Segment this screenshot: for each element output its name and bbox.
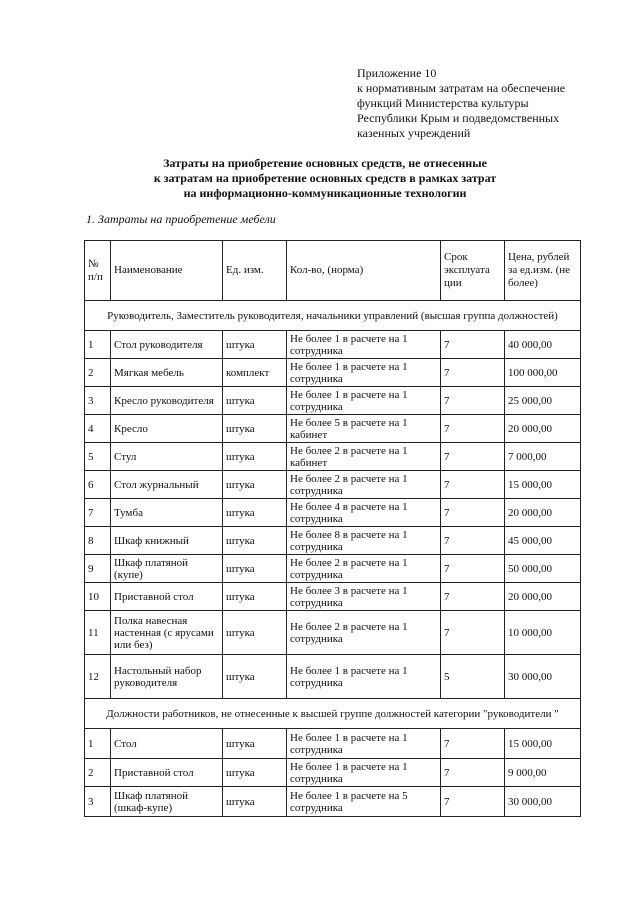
title-line: к затратам на приобретение основных средств в рамках затрат [153, 171, 497, 185]
cell-qty: Не более 8 в расчете на 1 сотрудника [287, 527, 441, 555]
cell-unit: комплект [223, 359, 287, 387]
cell-price: 20 000,00 [505, 415, 581, 443]
cell-qty: Не более 3 в расчете на 1 сотрудника [287, 583, 441, 611]
cell-qty: Не более 2 в расчете на 1 сотрудника [287, 471, 441, 499]
cell-price: 15 000,00 [505, 729, 581, 759]
table-body [85, 301, 581, 817]
cell-name: Стул [111, 443, 223, 471]
section-heading: 1. Затраты на приобретение мебели [86, 212, 276, 226]
cell-unit: штука [223, 759, 287, 787]
cell-price: 15 000,00 [505, 471, 581, 499]
cell-name: Приставной стол [111, 759, 223, 787]
cell-qty: Не более 2 в расчете на 1 сотрудника [287, 611, 441, 655]
cell-name: Стол руководителя [111, 331, 223, 359]
group-header-row [85, 699, 581, 729]
cell-name: Полка навесная настенная (с ярусами или без) [111, 611, 223, 655]
document-title [60, 156, 590, 201]
cell-term: 7 [441, 611, 505, 655]
cell-name: Настольный набор руководителя [111, 655, 223, 699]
cell-term: 7 [441, 583, 505, 611]
cell-unit: штука [223, 583, 287, 611]
cell-num: 9 [85, 555, 111, 583]
cell-num: 10 [85, 583, 111, 611]
cell-num: 12 [85, 655, 111, 699]
cell-name: Тумба [111, 499, 223, 527]
header-term: Срок эксплуата ции [441, 241, 505, 301]
cell-term: 7 [441, 387, 505, 415]
cell-name: Шкаф платяной (купе) [111, 555, 223, 583]
cell-unit: штука [223, 331, 287, 359]
cell-name: Кресло руководителя [111, 387, 223, 415]
table-row [85, 611, 581, 655]
table-row [85, 729, 581, 759]
header-price: Цена, рублей за ед.изм. (не более) [505, 241, 581, 301]
cell-price: 10 000,00 [505, 611, 581, 655]
cell-price: 45 000,00 [505, 527, 581, 555]
cell-unit: штука [223, 555, 287, 583]
appendix-line: казенных учреждений [357, 126, 471, 140]
cell-unit: штука [223, 387, 287, 415]
cell-term: 7 [441, 499, 505, 527]
cell-name: Мягкая мебель [111, 359, 223, 387]
cell-num: 7 [85, 499, 111, 527]
header-unit: Ед. изм. [223, 241, 287, 301]
cell-price: 30 000,00 [505, 655, 581, 699]
cell-term: 7 [441, 729, 505, 759]
cell-name: Кресло [111, 415, 223, 443]
group-title: Руководитель, Заместитель руководителя, начальники управлений (высшая группа должностей) [85, 301, 581, 331]
cell-qty: Не более 2 в расчете на 1 сотрудника [287, 555, 441, 583]
cell-unit: штука [223, 471, 287, 499]
cell-price: 30 000,00 [505, 787, 581, 817]
table-row [85, 759, 581, 787]
cell-num: 3 [85, 787, 111, 817]
table-row [85, 359, 581, 387]
cell-name: Шкаф книжный [111, 527, 223, 555]
cell-term: 7 [441, 759, 505, 787]
group-title: Должности работников, не отнесенные к высшей группе должностей категории "руководители " [85, 699, 581, 729]
table-row [85, 787, 581, 817]
cell-num: 1 [85, 331, 111, 359]
header-num: № п/п [85, 241, 111, 301]
cell-qty: Не более 1 в расчете на 1 сотрудника [287, 729, 441, 759]
cell-qty: Не более 1 в расчете на 1 сотрудника [287, 655, 441, 699]
table-row [85, 387, 581, 415]
cell-num: 1 [85, 729, 111, 759]
cell-name: Шкаф платяной (шкаф-купе) [111, 787, 223, 817]
cell-price: 9 000,00 [505, 759, 581, 787]
cell-name: Приставной стол [111, 583, 223, 611]
cell-qty: Не более 5 в расчете на 1 кабинет [287, 415, 441, 443]
cell-qty: Не более 1 в расчете на 5 сотрудника [287, 787, 441, 817]
cell-price: 25 000,00 [505, 387, 581, 415]
cell-name: Стол журнальный [111, 471, 223, 499]
furniture-costs-table [84, 240, 581, 817]
header-name: Наименование [111, 241, 223, 301]
cell-unit: штука [223, 415, 287, 443]
cell-unit: штука [223, 443, 287, 471]
table-row [85, 499, 581, 527]
cell-unit: штука [223, 655, 287, 699]
appendix-note [357, 66, 627, 141]
cell-name: Стол [111, 729, 223, 759]
cell-num: 8 [85, 527, 111, 555]
cell-price: 50 000,00 [505, 555, 581, 583]
cell-term: 7 [441, 471, 505, 499]
cell-unit: штука [223, 527, 287, 555]
cell-qty: Не более 2 в расчете на 1 кабинет [287, 443, 441, 471]
appendix-line: Республики Крым и подведомственных [357, 111, 560, 125]
cell-num: 6 [85, 471, 111, 499]
cell-term: 7 [441, 415, 505, 443]
cell-price: 20 000,00 [505, 499, 581, 527]
cell-num: 4 [85, 415, 111, 443]
cell-unit: штука [223, 787, 287, 817]
cell-unit: штука [223, 729, 287, 759]
cell-price: 20 000,00 [505, 583, 581, 611]
table-row [85, 655, 581, 699]
cell-term: 5 [441, 655, 505, 699]
appendix-line: Приложение 10 [357, 66, 437, 80]
header-qty: Кол-во, (норма) [287, 241, 441, 301]
cell-qty: Не более 1 в расчете на 1 сотрудника [287, 331, 441, 359]
cell-num: 11 [85, 611, 111, 655]
cell-qty: Не более 1 в расчете на 1 сотрудника [287, 759, 441, 787]
cell-qty: Не более 1 в расчете на 1 сотрудника [287, 387, 441, 415]
cell-price: 100 000,00 [505, 359, 581, 387]
cell-num: 2 [85, 759, 111, 787]
cell-term: 7 [441, 527, 505, 555]
table-row [85, 583, 581, 611]
cell-price: 7 000,00 [505, 443, 581, 471]
cell-qty: Не более 1 в расчете на 1 сотрудника [287, 359, 441, 387]
table-row [85, 527, 581, 555]
table-row [85, 443, 581, 471]
cell-term: 7 [441, 443, 505, 471]
cell-num: 2 [85, 359, 111, 387]
appendix-line: к нормативным затратам на обеспечение [357, 81, 566, 95]
group-header-row [85, 301, 581, 331]
table-row [85, 415, 581, 443]
cell-qty: Не более 4 в расчете на 1 сотрудника [287, 499, 441, 527]
table-row [85, 555, 581, 583]
cell-term: 7 [441, 359, 505, 387]
table-header-row [85, 241, 581, 301]
title-line: на информационно-коммуникационные технологии [183, 186, 467, 200]
cell-unit: штука [223, 499, 287, 527]
cell-unit: штука [223, 611, 287, 655]
cell-num: 3 [85, 387, 111, 415]
title-line: Затраты на приобретение основных средств, не отнесенные [163, 156, 487, 170]
cell-term: 7 [441, 787, 505, 817]
table-row [85, 331, 581, 359]
cell-price: 40 000,00 [505, 331, 581, 359]
table-row [85, 471, 581, 499]
cell-term: 7 [441, 331, 505, 359]
cell-num: 5 [85, 443, 111, 471]
cell-term: 7 [441, 555, 505, 583]
appendix-line: функций Министерства культуры [357, 96, 529, 110]
